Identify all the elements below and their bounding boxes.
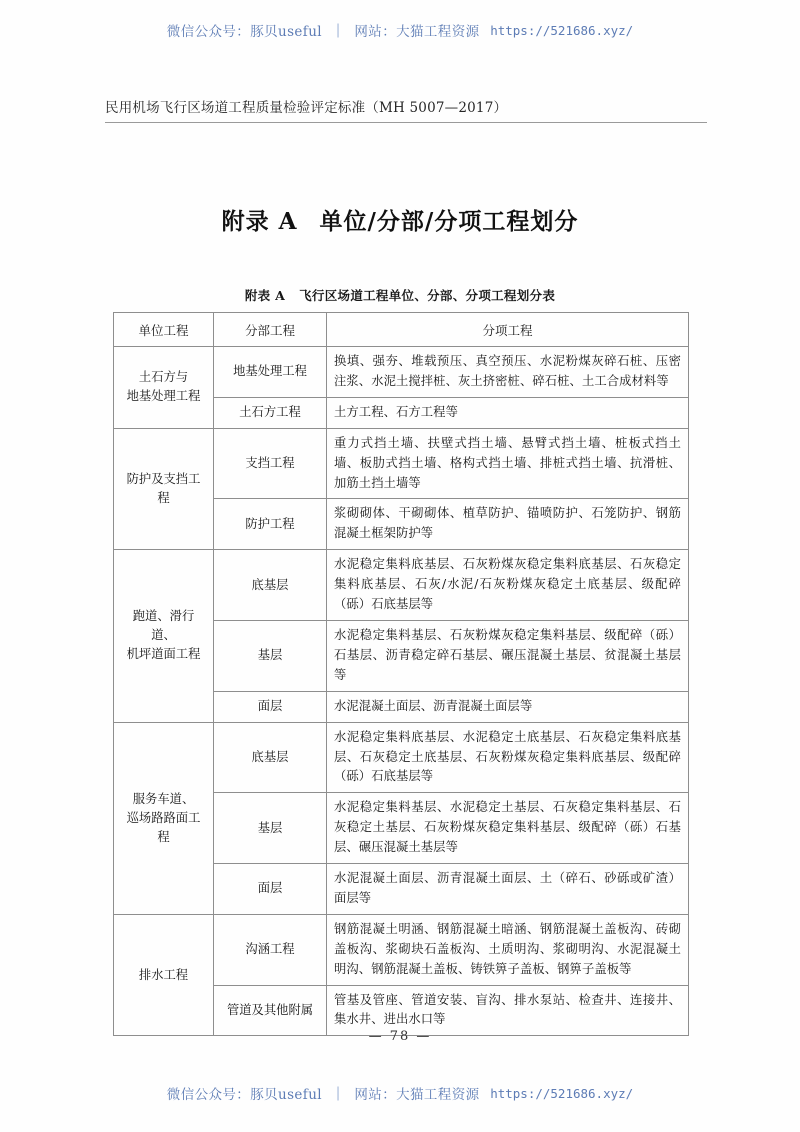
item-cell: 浆砌砌体、干砌砌体、植草防护、锚喷防护、石笼防护、钢筋混凝土框架防护等 bbox=[327, 499, 689, 550]
watermark-wechat-label: 微信公众号：豚贝useful bbox=[166, 1087, 323, 1103]
table-row bbox=[114, 722, 689, 793]
running-header: 民用机场飞行区场道工程质量检验评定标准（MH 5007—2017） bbox=[105, 100, 508, 116]
part-cell: 基层 bbox=[214, 620, 327, 691]
page-number: — 78 — bbox=[368, 1029, 432, 1044]
part-cell: 管道及其他附属 bbox=[214, 985, 327, 1036]
watermark-url: https://521686.xyz/ bbox=[490, 22, 634, 38]
watermark-top bbox=[0, 20, 800, 40]
watermark-wechat-label: 微信公众号：豚贝useful bbox=[166, 24, 323, 40]
watermark-bottom bbox=[0, 1083, 800, 1103]
part-cell: 地基处理工程 bbox=[214, 347, 327, 398]
item-cell: 重力式挡土墙、扶壁式挡土墙、悬臂式挡土墙、桩板式挡土墙、板肋式挡土墙、格构式挡土墙、排桩式挡土墙、抗滑桩、加筋土挡土墙等 bbox=[327, 428, 689, 499]
part-cell: 土石方工程 bbox=[214, 397, 327, 428]
part-cell: 面层 bbox=[214, 864, 327, 915]
table-row bbox=[114, 347, 689, 398]
part-cell: 面层 bbox=[214, 691, 327, 722]
unit-cell: 服务车道、 巡场路路面工程 bbox=[114, 722, 214, 914]
watermark-site-label: 网站：大猫工程资源 bbox=[354, 1087, 480, 1103]
table-row bbox=[114, 550, 689, 621]
unit-cell: 排水工程 bbox=[114, 914, 214, 1036]
part-cell: 底基层 bbox=[214, 722, 327, 793]
watermark-url: https://521686.xyz/ bbox=[490, 1085, 634, 1101]
table-row bbox=[114, 914, 689, 985]
appendix-title-text: 单位/分部/分项工程划分 bbox=[319, 208, 579, 235]
watermark-site-label: 网站：大猫工程资源 bbox=[354, 24, 480, 40]
table-row bbox=[114, 428, 689, 499]
part-cell: 防护工程 bbox=[214, 499, 327, 550]
part-cell: 底基层 bbox=[214, 550, 327, 621]
item-cell: 管基及管座、管道安装、盲沟、排水泵站、检查井、连接井、集水井、进出水口等 bbox=[327, 985, 689, 1036]
table-caption-text: 飞行区场道工程单位、分部、分项工程划分表 bbox=[299, 288, 556, 303]
division-table-body bbox=[114, 347, 689, 1036]
item-cell: 换填、强夯、堆载预压、真空预压、水泥粉煤灰碎石桩、压密注浆、水泥土搅拌桩、灰土挤密桩、碎石桩、土工合成材料等 bbox=[327, 347, 689, 398]
appendix-label: 附录 A bbox=[221, 208, 298, 235]
item-cell: 水泥混凝土面层、沥青混凝土面层、土（碎石、砂砾或矿渣）面层等 bbox=[327, 864, 689, 915]
item-cell: 水泥稳定集料底基层、石灰粉煤灰稳定集料底基层、石灰稳定集料底基层、石灰/水泥/石灰粉煤灰稳定土底基层、级配碎（砾）石底基层等 bbox=[327, 550, 689, 621]
unit-cell: 跑道、滑行道、 机坪道面工程 bbox=[114, 550, 214, 722]
part-cell: 沟涵工程 bbox=[214, 914, 327, 985]
table-caption bbox=[0, 286, 800, 304]
item-cell: 水泥稳定集料底基层、水泥稳定土底基层、石灰稳定集料底基层、石灰稳定土底基层、石灰粉煤灰稳定集料底基层、级配碎（砾）石底基层等 bbox=[327, 722, 689, 793]
watermark-separator: | bbox=[335, 22, 341, 38]
part-cell: 支挡工程 bbox=[214, 428, 327, 499]
watermark-separator: | bbox=[335, 1085, 341, 1101]
item-cell: 水泥混凝土面层、沥青混凝土面层等 bbox=[327, 691, 689, 722]
division-table-wrapper bbox=[113, 312, 688, 1036]
table-caption-label: 附表 A bbox=[244, 288, 286, 303]
item-cell: 水泥稳定集料基层、石灰粉煤灰稳定集料基层、级配碎（砾）石基层、沥青稳定碎石基层、碾压混凝土基层、贫混凝土基层等 bbox=[327, 620, 689, 691]
item-cell: 土方工程、石方工程等 bbox=[327, 397, 689, 428]
division-table bbox=[113, 312, 689, 1036]
unit-cell: 土石方与 地基处理工程 bbox=[114, 347, 214, 429]
unit-cell: 防护及支挡工程 bbox=[114, 428, 214, 550]
column-header-part: 分部工程 bbox=[214, 313, 327, 347]
item-cell: 水泥稳定集料基层、水泥稳定土基层、石灰稳定集料基层、石灰稳定土基层、石灰粉煤灰稳定集料基层、级配碎（砾）石基层、碾压混凝土基层等 bbox=[327, 793, 689, 864]
column-header-item: 分项工程 bbox=[327, 313, 689, 347]
header-divider bbox=[105, 122, 707, 123]
table-header-row bbox=[114, 313, 689, 347]
column-header-unit: 单位工程 bbox=[114, 313, 214, 347]
part-cell: 基层 bbox=[214, 793, 327, 864]
page-title bbox=[0, 203, 800, 236]
item-cell: 钢筋混凝土明涵、钢筋混凝土暗涵、钢筋混凝土盖板沟、砖砌盖板沟、浆砌块石盖板沟、土质明沟、浆砌明沟、水泥混凝土明沟、钢筋混凝土盖板、铸铁箅子盖板、钢箅子盖板等 bbox=[327, 914, 689, 985]
